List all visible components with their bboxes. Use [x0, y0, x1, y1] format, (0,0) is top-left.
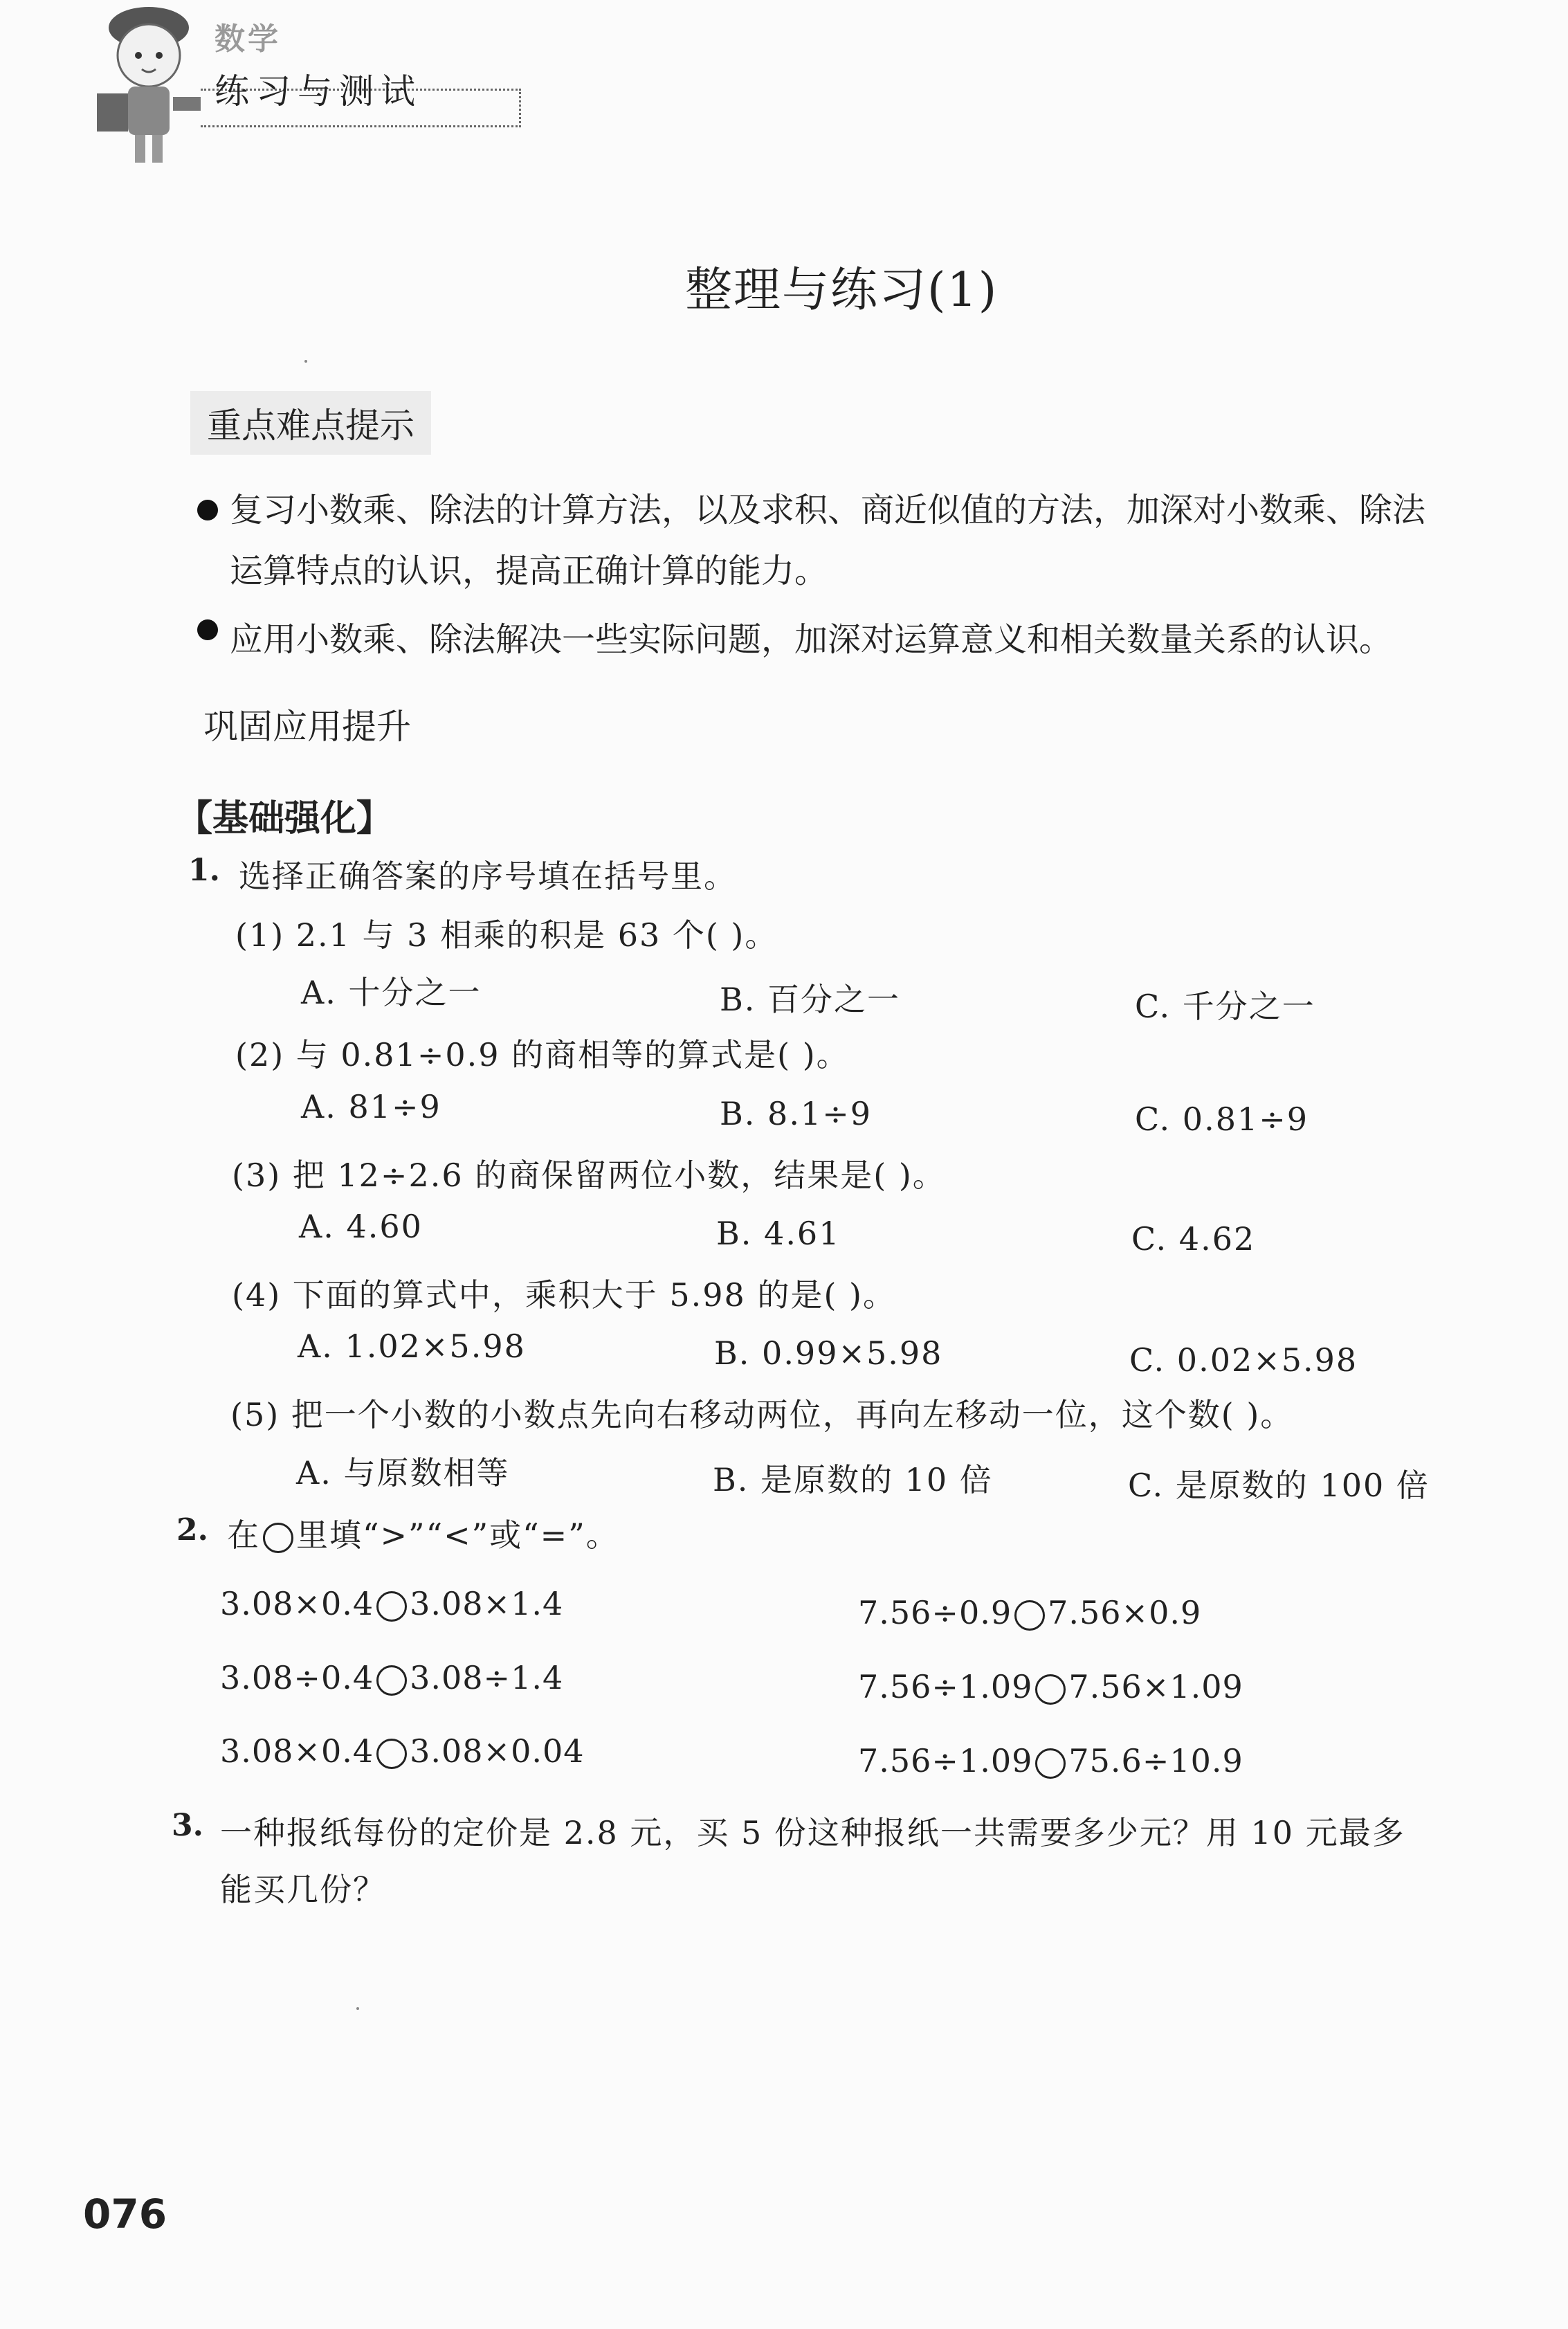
- q1-5-option-b: B. 是原数的 10 倍: [713, 1461, 993, 1498]
- mascot-illustration: [83, 0, 215, 173]
- q1-3-option-a: A. 4.60: [299, 1208, 423, 1245]
- q1-2-option-a: A. 81÷9: [301, 1088, 441, 1125]
- q1-4-option-b: B. 0.99×5.98: [714, 1334, 943, 1372]
- q3-number: 3.: [172, 1808, 203, 1843]
- page-number: 076: [83, 2191, 167, 2238]
- q1-4-stem: (4) 下面的算式中，乘积大于 5.98 的是( )。: [232, 1276, 896, 1314]
- q1-3-stem: (3) 把 12÷2.6 的商保留两位小数，结果是( )。: [232, 1157, 946, 1194]
- expr: 7.56×0.9: [1048, 1594, 1202, 1631]
- q2-text-pre: 在: [227, 1516, 260, 1554]
- expr: 7.56÷0.9: [858, 1594, 1012, 1631]
- bullet-dot: [197, 500, 218, 520]
- q2-left-row-1: [220, 1585, 563, 1622]
- page-title: 整理与练习(1): [685, 263, 999, 318]
- q2-right-row-1: [858, 1594, 1201, 1631]
- q1-2-option-b: B. 8.1÷9: [720, 1095, 873, 1132]
- q1-2-option-c: C. 0.81÷9: [1135, 1100, 1309, 1138]
- scan-speck: [304, 360, 307, 363]
- q1-1-option-a: A. 十分之一: [301, 974, 482, 1011]
- q2-left-row-3: [220, 1732, 585, 1770]
- apply-heading: 巩固应用提升: [203, 707, 411, 747]
- answer-circle[interactable]: [376, 1739, 407, 1769]
- answer-circle[interactable]: [1035, 1748, 1066, 1779]
- q3-line1: 一种报纸每份的定价是 2.8 元，买 5 份这种报纸一共需要多少元？用 10 元最多: [220, 1814, 1405, 1851]
- q2-right-row-3: [858, 1742, 1243, 1779]
- q1-text: 选择正确答案的序号填在括号里。: [239, 858, 737, 895]
- q1-1-stem: (1) 2.1 与 3 相乘的积是 63 个( )。: [235, 916, 778, 954]
- answer-circle[interactable]: [376, 1665, 407, 1696]
- subsection-heading: 【基础强化】: [176, 797, 393, 840]
- q2-number: 2.: [176, 1512, 208, 1548]
- answer-circle[interactable]: [1035, 1674, 1066, 1705]
- q1-1-option-c: C. 千分之一: [1135, 988, 1315, 1025]
- q1-1-option-b: B. 百分之一: [720, 981, 901, 1018]
- q1-4-option-a: A. 1.02×5.98: [298, 1327, 526, 1365]
- answer-circle[interactable]: [1014, 1600, 1045, 1631]
- answer-circle-icon: [263, 1523, 293, 1553]
- expr: 7.56÷1.09: [858, 1742, 1033, 1779]
- expr: 7.56÷1.09: [858, 1668, 1033, 1705]
- key-point-1-line1: 复习小数乘、除法的计算方法，以及求积、商近似值的方法，加深对小数乘、除法: [230, 491, 1426, 529]
- q1-5-option-c: C. 是原数的 100 倍: [1128, 1467, 1430, 1504]
- bullet-dot: [197, 619, 218, 640]
- q1-5-stem: (5) 把一个小数的小数点先向右移动两位，再向左移动一位，这个数( )。: [230, 1396, 1294, 1433]
- q2-text: [227, 1510, 619, 1556]
- expr: 3.08÷0.4: [220, 1659, 374, 1696]
- expr: 3.08×0.4: [220, 1732, 374, 1770]
- q1-4-option-c: C. 0.02×5.98: [1129, 1341, 1358, 1379]
- expr: 3.08×0.04: [410, 1732, 585, 1770]
- q1-2-stem: (2) 与 0.81÷0.9 的商相等的算式是( )。: [235, 1036, 850, 1073]
- key-point-1-line2: 运算特点的认识，提高正确计算的能力。: [230, 552, 828, 590]
- q2-right-row-2: [858, 1668, 1243, 1705]
- expr: 7.56×1.09: [1068, 1668, 1243, 1705]
- expr: 3.08×1.4: [410, 1585, 564, 1622]
- q3-line2: 能买几份？: [220, 1871, 386, 1908]
- q1-3-option-b: B. 4.61: [716, 1215, 841, 1252]
- q1-number: 1.: [188, 853, 220, 888]
- key-point-2: 应用小数乘、除法解决一些实际问题，加深对运算意义和相关数量关系的认识。: [230, 620, 1393, 659]
- scan-speck: [356, 2007, 359, 2010]
- subject-label: 数学: [215, 21, 281, 57]
- q2-text-post: 里填“>”“<”或“=”。: [296, 1516, 619, 1554]
- q1-5-option-a: A. 与原数相等: [296, 1454, 510, 1492]
- q1-3-option-c: C. 4.62: [1131, 1220, 1256, 1258]
- key-points-heading: 重点难点提示: [190, 391, 431, 455]
- expr: 3.08×0.4: [220, 1585, 374, 1622]
- expr: 3.08÷1.4: [410, 1659, 564, 1696]
- series-title: 练习与测试: [215, 71, 422, 111]
- answer-circle[interactable]: [376, 1591, 407, 1622]
- expr: 75.6÷10.9: [1068, 1742, 1243, 1779]
- q2-left-row-2: [220, 1659, 563, 1696]
